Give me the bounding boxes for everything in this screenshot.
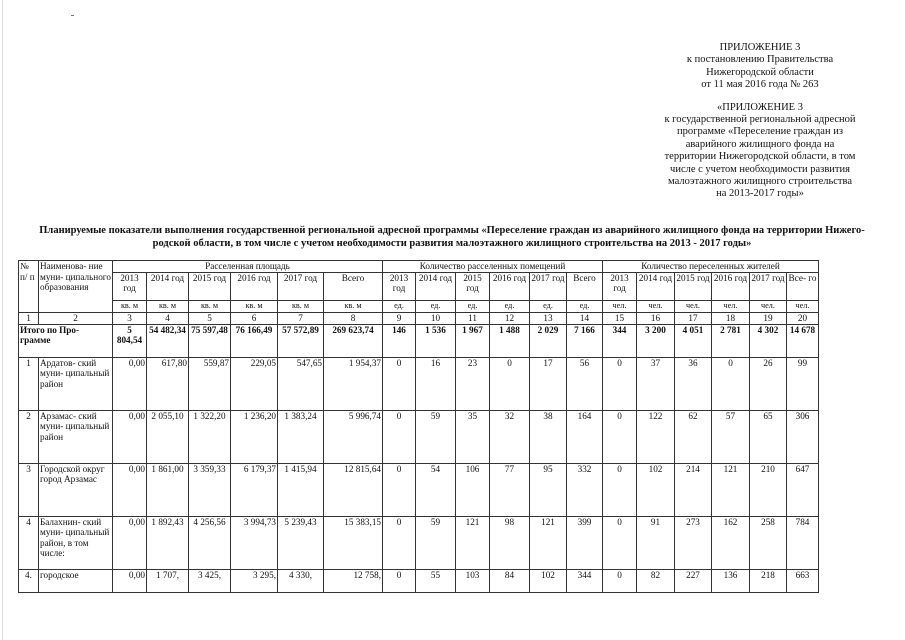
table-cell: 0 xyxy=(383,569,416,592)
table-cell: 227 xyxy=(675,569,712,592)
year-header: 2017 год xyxy=(750,272,787,300)
table-cell: 1 322,20 xyxy=(189,410,231,463)
table-cell: 617,80 xyxy=(147,357,189,410)
year-header: 2017 год xyxy=(278,272,324,300)
unit-cell: ед. xyxy=(456,300,490,312)
title-line-2: родской области, в том числе с учетом необходимости развития малоэтажного жилищного строительства на 2013 - 2017 годы» xyxy=(152,238,752,249)
unit-cell: кв. м xyxy=(278,300,324,312)
table-cell: 17 xyxy=(530,357,567,410)
column-number: 1 xyxy=(19,312,39,324)
table-cell: 273 xyxy=(675,516,712,569)
total-cell: 5 804,54 xyxy=(113,324,147,357)
table-cell: 5 996,74 xyxy=(324,410,383,463)
table-cell: 106 xyxy=(456,463,490,516)
column-number: 18 xyxy=(712,312,750,324)
unit-cell: ед. xyxy=(530,300,567,312)
appendix-line: от 11 мая 2016 года № 263 xyxy=(701,79,819,91)
table-row xyxy=(19,516,819,569)
table-cell: 59 xyxy=(416,516,456,569)
municipality-name: Ардатов- ский муни- ципальный район xyxy=(39,357,113,410)
header-no: № п/ п xyxy=(19,261,39,313)
table-cell: 0,00 xyxy=(113,569,147,592)
year-header: 2016 год xyxy=(231,272,278,300)
total-cell: 75 597,48 xyxy=(189,324,231,357)
year-header: 2015 год xyxy=(189,272,231,300)
indicators-table xyxy=(18,260,819,593)
year-header: 2013 год xyxy=(383,272,416,300)
table-cell: 344 xyxy=(567,569,603,592)
table-cell: 54 xyxy=(416,463,456,516)
table-cell: 91 xyxy=(637,516,675,569)
table-cell: 95 xyxy=(530,463,567,516)
table-cell: 16 xyxy=(416,357,456,410)
unit-cell: чел. xyxy=(750,300,787,312)
total-cell: 76 166,49 xyxy=(231,324,278,357)
table-cell: 0,00 xyxy=(113,516,147,569)
row-number: 3 xyxy=(19,463,39,516)
total-cell: 14 678 xyxy=(787,324,819,357)
total-cell: 1 967 xyxy=(456,324,490,357)
year-header: 2014 год xyxy=(416,272,456,300)
total-cell: 344 xyxy=(603,324,637,357)
unit-cell: чел. xyxy=(603,300,637,312)
table-cell: 3 425, xyxy=(189,569,231,592)
column-number: 19 xyxy=(750,312,787,324)
unit-cell: ед. xyxy=(416,300,456,312)
table-cell: 0 xyxy=(712,357,750,410)
scan-edge xyxy=(2,0,3,640)
table-cell: 26 xyxy=(750,357,787,410)
table-cell: 36 xyxy=(675,357,712,410)
unit-cell: кв. м xyxy=(231,300,278,312)
total-cell: 57 572,89 xyxy=(278,324,324,357)
table-cell: 3 994,73 xyxy=(231,516,278,569)
table-cell: 136 xyxy=(712,569,750,592)
document-title xyxy=(20,224,884,250)
table-cell: 2 055,10 xyxy=(147,410,189,463)
column-number: 2 xyxy=(39,312,113,324)
total-cell: 269 623,74 xyxy=(324,324,383,357)
appendix-line: программе «Переселение граждан из xyxy=(677,126,843,138)
total-header: Все- го xyxy=(787,272,819,300)
year-header: 2013 год xyxy=(603,272,637,300)
table-cell: 6 179,37 xyxy=(231,463,278,516)
table-cell: 0,00 xyxy=(113,357,147,410)
year-header: 2016 год xyxy=(490,272,530,300)
appendix-line: Нижегородской области xyxy=(706,66,814,78)
column-number: 14 xyxy=(567,312,603,324)
table-cell: 122 xyxy=(637,410,675,463)
table-cell: 121 xyxy=(712,463,750,516)
table-cell: 0 xyxy=(603,357,637,410)
table-cell: 332 xyxy=(567,463,603,516)
table-cell: 57 xyxy=(712,410,750,463)
unit-cell: чел. xyxy=(675,300,712,312)
unit-cell: кв. м xyxy=(113,300,147,312)
table-cell: 4 256,56 xyxy=(189,516,231,569)
table-row xyxy=(19,410,819,463)
table-cell: 12 758, xyxy=(324,569,383,592)
unit-cell: ед. xyxy=(567,300,603,312)
table-cell: 0,00 xyxy=(113,463,147,516)
table-cell: 56 xyxy=(567,357,603,410)
unit-cell: ед. xyxy=(490,300,530,312)
total-cell: 54 482,34 xyxy=(147,324,189,357)
table-cell: 0 xyxy=(603,569,637,592)
appendix-line: на 2013-2017 годы» xyxy=(716,188,804,200)
table-cell: 102 xyxy=(637,463,675,516)
year-header: 2014 год xyxy=(637,272,675,300)
table-cell: 35 xyxy=(456,410,490,463)
table-cell: 0 xyxy=(490,357,530,410)
table-cell: 258 xyxy=(750,516,787,569)
unit-cell: чел. xyxy=(787,300,819,312)
unit-cell: чел. xyxy=(637,300,675,312)
table-cell: 306 xyxy=(787,410,819,463)
column-number: 16 xyxy=(637,312,675,324)
column-number: 20 xyxy=(787,312,819,324)
year-header: 2014 год xyxy=(147,272,189,300)
table-cell: 229,05 xyxy=(231,357,278,410)
table-cell: 98 xyxy=(490,516,530,569)
column-number: 15 xyxy=(603,312,637,324)
table-cell: 3 359,33 xyxy=(189,463,231,516)
table-cell: 218 xyxy=(750,569,787,592)
unit-cell: чел. xyxy=(712,300,750,312)
table-cell: 103 xyxy=(456,569,490,592)
table-cell: 663 xyxy=(787,569,819,592)
year-header: 2016 год xyxy=(712,272,750,300)
column-number: 17 xyxy=(675,312,712,324)
row-number: 4. xyxy=(19,569,39,592)
title-line-1: Планируемые показатели выполнения государственной региональной адресной программы «Переселение граждан из аварийного жилищного фонда на территории Нижего- xyxy=(39,225,865,236)
appendix-line: малоэтажного жилищного строительства xyxy=(668,176,852,188)
table-cell: 82 xyxy=(637,569,675,592)
table-cell: 121 xyxy=(530,516,567,569)
table-cell: 210 xyxy=(750,463,787,516)
table-cell: 1 383,24 xyxy=(278,410,324,463)
total-label: Итого по Про- грамме xyxy=(19,324,113,357)
table-cell: 164 xyxy=(567,410,603,463)
column-number: 12 xyxy=(490,312,530,324)
table-cell: 5 239,43 xyxy=(278,516,324,569)
total-cell: 4 302 xyxy=(750,324,787,357)
total-cell: 1 536 xyxy=(416,324,456,357)
table-cell: 547,65 xyxy=(278,357,324,410)
table-cell: 1 892,43 xyxy=(147,516,189,569)
municipality-name: Городской округ город Арзамас xyxy=(39,463,113,516)
table-cell: 84 xyxy=(490,569,530,592)
row-number: 2 xyxy=(19,410,39,463)
unit-cell: кв. м xyxy=(147,300,189,312)
table-cell: 0 xyxy=(603,463,637,516)
table-cell: 37 xyxy=(637,357,675,410)
table-row xyxy=(19,463,819,516)
table-cell: 0 xyxy=(383,357,416,410)
column-number: 9 xyxy=(383,312,416,324)
year-header: 2017 год xyxy=(530,272,567,300)
total-cell: 1 488 xyxy=(490,324,530,357)
column-number: 4 xyxy=(147,312,189,324)
appendix-line: «ПРИЛОЖЕНИЕ 3 xyxy=(717,101,803,113)
scan-speck xyxy=(71,15,74,16)
table-cell: 12 815,64 xyxy=(324,463,383,516)
table-cell: 1 861,00 xyxy=(147,463,189,516)
table-cell: 62 xyxy=(675,410,712,463)
table-cell: 1 236,20 xyxy=(231,410,278,463)
total-header: Всего xyxy=(324,272,383,300)
table-row xyxy=(19,569,819,592)
table-cell: 59 xyxy=(416,410,456,463)
column-number: 3 xyxy=(113,312,147,324)
appendix-line: аварийного жилищного фонда на xyxy=(685,138,835,150)
table-cell: 647 xyxy=(787,463,819,516)
table-cell: 102 xyxy=(530,569,567,592)
year-header: 2015 год xyxy=(675,272,712,300)
total-cell: 4 051 xyxy=(675,324,712,357)
table-cell: 1 707, xyxy=(147,569,189,592)
table-cell: 4 330, xyxy=(278,569,324,592)
total-cell: 2 029 xyxy=(530,324,567,357)
column-number: 11 xyxy=(456,312,490,324)
table-cell: 0 xyxy=(383,516,416,569)
table-cell: 3 295, xyxy=(231,569,278,592)
table-cell: 55 xyxy=(416,569,456,592)
table-cell: 559,87 xyxy=(189,357,231,410)
table-cell: 15 383,15 xyxy=(324,516,383,569)
column-number: 10 xyxy=(416,312,456,324)
column-number: 6 xyxy=(231,312,278,324)
total-cell: 2 781 xyxy=(712,324,750,357)
column-number: 5 xyxy=(189,312,231,324)
year-header: 2013 год xyxy=(113,272,147,300)
row-number: 1 xyxy=(19,357,39,410)
table-cell: 121 xyxy=(456,516,490,569)
total-cell: 7 166 xyxy=(567,324,603,357)
header-group-people: Количество переселенных жителей xyxy=(603,261,819,273)
unit-cell: ед. xyxy=(383,300,416,312)
column-number: 8 xyxy=(324,312,383,324)
table-cell: 0 xyxy=(603,410,637,463)
appendix-line: к постановлению Правительства xyxy=(686,54,834,66)
appendix-line: территории Нижегородской области, в том xyxy=(664,151,856,163)
table-cell: 0,00 xyxy=(113,410,147,463)
unit-cell: кв. м xyxy=(324,300,383,312)
header-group-rooms: Количество расселенных помещений xyxy=(383,261,603,273)
table-cell: 1 415,94 xyxy=(278,463,324,516)
column-number: 7 xyxy=(278,312,324,324)
total-header: Всего xyxy=(567,272,603,300)
table-cell: 214 xyxy=(675,463,712,516)
table-cell: 77 xyxy=(490,463,530,516)
table-cell: 0 xyxy=(603,516,637,569)
table-cell: 38 xyxy=(530,410,567,463)
appendix-line: числе с учетом необходимости развития xyxy=(670,163,850,175)
municipality-name: городское xyxy=(39,569,113,592)
municipality-name: Балахнин- ский муни- ципальный район, в том числе: xyxy=(39,516,113,569)
table-cell: 32 xyxy=(490,410,530,463)
total-cell: 3 200 xyxy=(637,324,675,357)
table-cell: 399 xyxy=(567,516,603,569)
table-cell: 0 xyxy=(383,463,416,516)
appendix-line: к государственной региональной адресной xyxy=(664,114,856,126)
table-cell: 99 xyxy=(787,357,819,410)
table-cell: 162 xyxy=(712,516,750,569)
table-cell: 1 954,37 xyxy=(324,357,383,410)
total-cell: 146 xyxy=(383,324,416,357)
header-group-area: Расселенная площадь xyxy=(113,261,383,273)
table-cell: 0 xyxy=(383,410,416,463)
table-cell: 784 xyxy=(787,516,819,569)
header-municipality: Наименова- ние муни- ципального образования xyxy=(39,261,113,313)
table-row xyxy=(19,357,819,410)
table-cell: 65 xyxy=(750,410,787,463)
year-header: 2015 год xyxy=(456,272,490,300)
municipality-name: Арзамас- ский муни- ципальный район xyxy=(39,410,113,463)
column-number: 13 xyxy=(530,312,567,324)
appendix-line: ПРИЛОЖЕНИЕ 3 xyxy=(719,42,801,53)
unit-cell: кв. м xyxy=(189,300,231,312)
row-number: 4 xyxy=(19,516,39,569)
table-cell: 23 xyxy=(456,357,490,410)
appendix-block xyxy=(640,42,880,201)
